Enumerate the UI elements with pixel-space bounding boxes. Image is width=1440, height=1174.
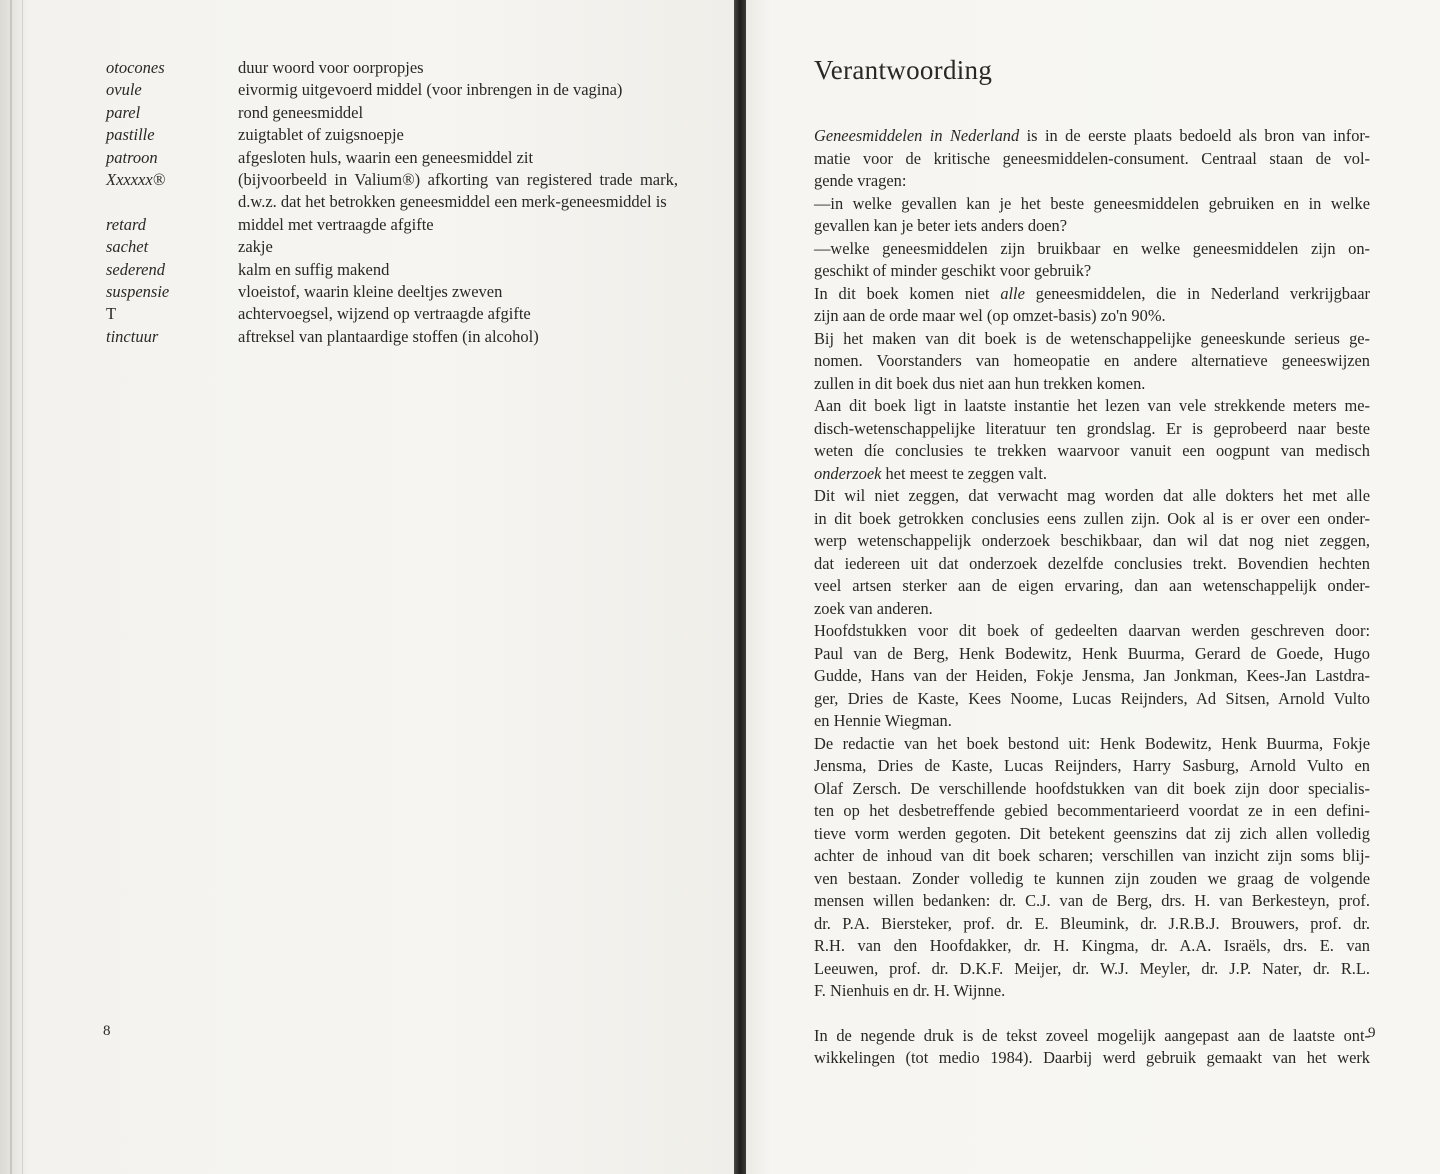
text-line xyxy=(814,463,1370,486)
text-line: werp wetenschappelijk onderzoek beschikbaar, dan wil dat nog niet zeggen, xyxy=(814,531,1370,550)
glossary-term: parel xyxy=(106,102,141,122)
text-line: Olaf Zersch. De verschillende hoofdstukken van dit boek zijn door specialis- xyxy=(814,778,1370,798)
text-line: gevallen kan je beter iets anders doen? xyxy=(814,216,1068,235)
glossary-term: retard xyxy=(106,214,147,234)
glossary-entry xyxy=(106,57,706,79)
text-line: dat iedereen uit dat onderzoek dezelfde conclusies trekt. Bovendien hechten xyxy=(814,553,1370,573)
body-text xyxy=(814,125,1370,1070)
text-line: zullen in dit boek dus niet aan hun trekken komen. xyxy=(814,373,1146,393)
text-line: ven bestaan. Zonder volledig te kunnen zijn zouden we graag de volgende xyxy=(814,868,1370,888)
glossary-definition: (bijvoorbeeld in Valium®) afkorting van registered trade mark, d.w.z. dat het betrokken geneesmiddel een merk-geneesmiddel is xyxy=(238,170,678,212)
glossary-term: Xxxxxx® xyxy=(106,170,166,190)
glossary-entry xyxy=(106,79,706,101)
glossary-term: ovule xyxy=(106,80,142,100)
text-run: geneesmiddelen, die in Nederland verkrijgbaar xyxy=(1024,283,1370,303)
text-line: weten díe conclusies te trekken waarvoor vanuit een oogpunt van medisch xyxy=(814,441,1370,460)
glossary-term: pastille xyxy=(106,125,155,145)
text-line: zoek van anderen. xyxy=(814,598,933,618)
text-line: matie voor de kritische geneesmiddelen-consument. Centraal staan de vol- xyxy=(814,148,1370,168)
glossary-entry xyxy=(106,303,706,325)
text-line: achter de inhoud van dit boek scharen; verschillen van inzicht zijn soms blij- xyxy=(814,846,1370,865)
text-run: is in de eerste plaats bedoeld als bron van infor- xyxy=(1019,126,1370,145)
glossary-definition: kalm en suffig makend xyxy=(238,259,390,279)
page-number-right: 9 xyxy=(1368,1025,1376,1041)
glossary-entry xyxy=(106,326,706,348)
emphasis-run: alle xyxy=(1000,283,1025,303)
page-heading: Verantwoording xyxy=(814,55,993,85)
text-line: Hoofdstukken voor dit boek of gedeelten daarvan werden geschreven door: xyxy=(814,621,1370,640)
text-line: en Hennie Wiegman. xyxy=(814,711,952,730)
text-line: De redactie van het boek bestond uit: Henk Bodewitz, Henk Buurma, Fokje xyxy=(814,733,1370,753)
glossary-definition: achtervoegsel, wijzend op vertraagde afgifte xyxy=(238,304,531,324)
text-line: wikkelingen (tot medio 1984). Daarbij werd gebruik gemaakt van het werk xyxy=(814,1048,1370,1067)
glossary-entry xyxy=(106,259,706,281)
text-line: Leeuwen, prof. dr. D.K.F. Meijer, dr. W.J. Meyler, dr. J.P. Nater, dr. R.L. xyxy=(814,958,1370,978)
text-run: het meest te zeggen valt. xyxy=(881,463,1048,483)
text-line: zijn aan de orde maar wel (op omzet-basis) zo'n 90%. xyxy=(814,306,1166,325)
emphasis-run: onderzoek xyxy=(814,463,882,483)
glossary-definition: vloeistof, waarin kleine deeltjes zweven xyxy=(238,282,503,302)
text-line: Jensma, Dries de Kaste, Lucas Reijnders, Harry Sasburg, Arnold Vulto en xyxy=(814,756,1370,775)
glossary-definition: eivormig uitgevoerd middel (voor inbrengen in de vagina) xyxy=(238,80,623,100)
glossary-term: otocones xyxy=(106,58,165,77)
text-run: In dit boek komen niet xyxy=(814,283,1001,303)
glossary-term: sederend xyxy=(106,259,165,279)
glossary-definition: afgesloten huls, waarin een geneesmiddel zit xyxy=(238,147,534,167)
glossary-definition: rond geneesmiddel xyxy=(238,102,364,122)
text-line: Bij het maken van dit boek is de wetenschappelijke geneeskunde serieus ge- xyxy=(814,328,1370,348)
glossary-term: patroon xyxy=(106,147,158,167)
glossary-entry xyxy=(106,214,706,236)
text-line: In de negende druk is de tekst zoveel mogelijk aangepast aan de laatste ont- xyxy=(814,1025,1370,1045)
glossary-list xyxy=(106,57,706,348)
paragraph-gap xyxy=(814,1003,1370,1025)
glossary-entry xyxy=(106,102,706,124)
text-line: Gudde, Hans van der Heiden, Fokje Jensma, Jan Jonkman, Kees-Jan Lastdra- xyxy=(814,666,1370,685)
glossary-entry xyxy=(106,147,706,169)
glossary-term: tinctuur xyxy=(106,326,159,346)
text-line: —in welke gevallen kan je het beste geneesmiddelen gebruiken en in welke xyxy=(814,193,1370,213)
glossary-term: suspensie xyxy=(106,282,170,302)
glossary-term: sachet xyxy=(106,237,149,257)
glossary-definition: zakje xyxy=(238,237,273,257)
text-line xyxy=(814,283,1370,306)
text-line: veel artsen sterker aan de eigen ervaring, dan aan wetenschappelijk onder- xyxy=(814,576,1370,595)
glossary-entry xyxy=(106,169,706,214)
text-line: Aan dit boek ligt in laatste instantie het lezen van vele strekkende meters me- xyxy=(814,396,1370,415)
glossary-definition: duur woord voor oorpropjes xyxy=(238,58,424,77)
glossary-term: T xyxy=(106,304,117,324)
glossary-entry xyxy=(106,124,706,146)
text-line: ten op het desbetreffende gebied becommentarieerd voordat ze in een defini- xyxy=(814,801,1370,820)
text-line: ger, Dries de Kaste, Kees Noome, Lucas Reijnders, Ad Sitsen, Arnold Vulto xyxy=(814,688,1370,708)
text-line: geschikt of minder geschikt voor gebruik? xyxy=(814,261,1092,280)
glossary-entry xyxy=(106,281,706,303)
text-line: R.H. van den Hoofdakker, dr. H. Kingma, dr. A.A. Israëls, drs. E. van xyxy=(814,936,1370,955)
text-line: Dit wil niet zeggen, dat verwacht mag worden dat alle dokters het met alle xyxy=(814,486,1370,505)
right-page xyxy=(746,0,1440,1174)
page-number-left: 8 xyxy=(103,1023,111,1039)
glossary-definition: aftreksel van plantaardige stoffen (in alcohol) xyxy=(238,326,539,346)
text-line: disch-wetenschappelijke literatuur ten grondslag. Er is geprobeerd naar beste xyxy=(814,418,1370,438)
text-line: Paul van de Berg, Henk Bodewitz, Henk Buurma, Gerard de Goede, Hugo xyxy=(814,643,1370,663)
emphasis-run: Geneesmiddelen in Nederland xyxy=(814,126,1020,145)
glossary-definition: middel met vertraagde afgifte xyxy=(238,214,434,234)
text-line: gende vragen: xyxy=(814,171,907,190)
glossary-definition: zuigtablet of zuigsnoepje xyxy=(238,125,404,145)
book-gutter xyxy=(734,0,746,1174)
text-line: —welke geneesmiddelen zijn bruikbaar en welke geneesmiddelen zijn on- xyxy=(814,238,1370,258)
text-line: in dit boek getrokken conclusies eens zullen zijn. Ook al is er over een onder- xyxy=(814,508,1370,528)
text-line: nomen. Voorstanders van homeopatie en andere alternatieve geneeswijzen xyxy=(814,351,1370,370)
text-line xyxy=(814,125,1370,148)
text-line: F. Nienhuis en dr. H. Wijnne. xyxy=(814,981,1006,1000)
text-line: tieve vorm werden gegoten. Dit betekent geenszins dat zij zich allen volledig xyxy=(814,823,1370,843)
text-line: dr. P.A. Biersteker, prof. dr. E. Bleumink, dr. J.R.B.J. Brouwers, prof. dr. xyxy=(814,913,1370,933)
text-line: mensen willen bedanken: dr. C.J. van de Berg, drs. H. van Berkesteyn, prof. xyxy=(814,891,1370,910)
glossary-entry xyxy=(106,236,706,258)
